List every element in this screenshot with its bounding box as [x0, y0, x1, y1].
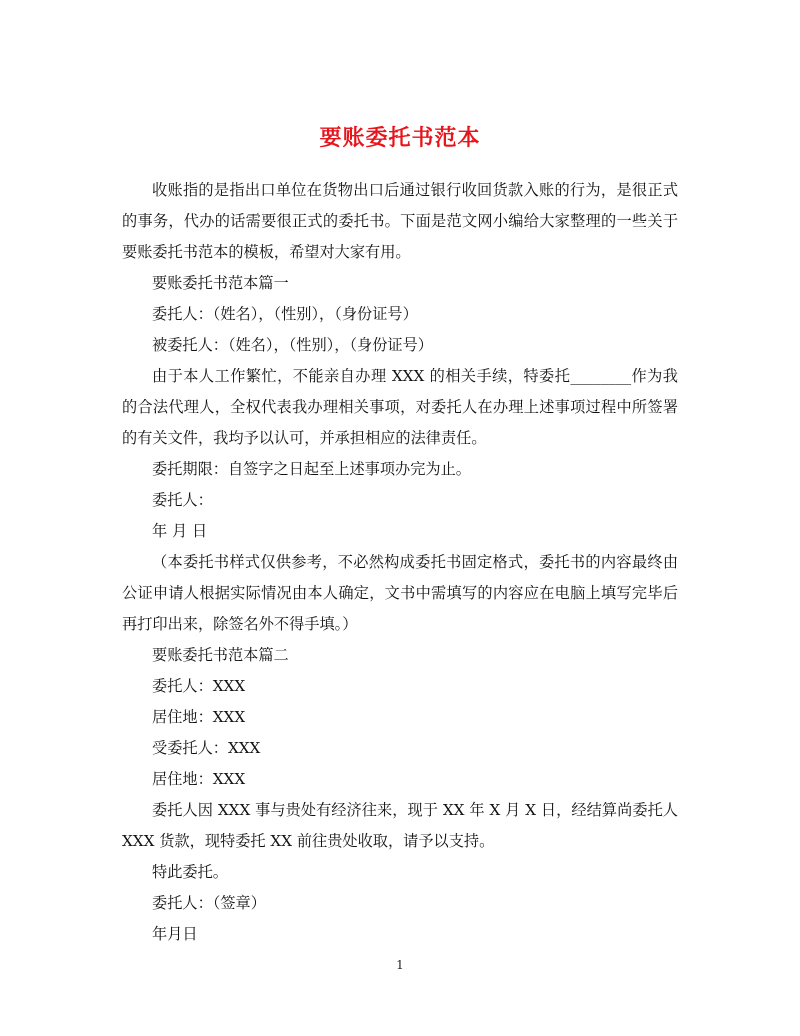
- section-heading-one: 要账委托书范本篇一: [152, 274, 289, 292]
- residence-line: 居住地：XXX: [152, 708, 246, 726]
- date-line: 年 月 日: [152, 522, 208, 540]
- note-paragraph: （本委托书样式仅供参考，不必然构成委托书固定格式，委托书的内容最终由公证申请人根据实际情况由本人确定，文书中需填写的内容应在电脑上填写完毕后再打印出来，除签名外不得手填。）: [122, 553, 678, 633]
- document-body: [122, 175, 678, 950]
- signature-line: 委托人：: [152, 491, 213, 509]
- principal-line-two: 委托人：XXX: [152, 677, 246, 695]
- agent-residence-line: 居住地：XXX: [152, 770, 246, 788]
- agent-line: 被委托人：（姓名），（性别），（身份证号）: [152, 336, 433, 354]
- document-title: 要账委托书范本: [319, 124, 481, 151]
- section-heading-two: 要账委托书范本篇二: [152, 646, 289, 664]
- principal-line: 委托人：（姓名），（性别），（身份证号）: [152, 305, 418, 323]
- intro-paragraph: 收账指的是指出口单位在货物出口后通过银行收回货款入账的行为，是很正式的事务，代办的话需要很正式的委托书。下面是范文网小编给大家整理的一些关于要账委托书范本的模板，希望对大家有用。: [122, 181, 678, 261]
- seal-line: 委托人：（签章）: [152, 894, 266, 912]
- closing-line: 特此委托。: [152, 863, 228, 881]
- page-number: 1: [396, 958, 404, 972]
- date-line-two: 年月日: [152, 925, 198, 943]
- term-line: 委托期限：自签字之日起至上述事项办完为止。: [152, 460, 471, 478]
- authorization-paragraph: 由于本人工作繁忙，不能亲自办理 XXX 的相关手续，特委托________作为我的合法代理人，全权代表我办理相关事项，对委托人在办理上述事项过程中所签署的有关文件，我均予以认可，并承担相应的法律责任。: [122, 367, 678, 447]
- agent-line-two: 受委托人：XXX: [152, 739, 261, 757]
- collection-paragraph: 委托人因 XXX 事与贵处有经济往来，现于 XX 年 X 月 X 日，经结算尚委托人 XXX 货款，现特委托 XX 前往贵处收取，请予以支持。: [122, 801, 678, 850]
